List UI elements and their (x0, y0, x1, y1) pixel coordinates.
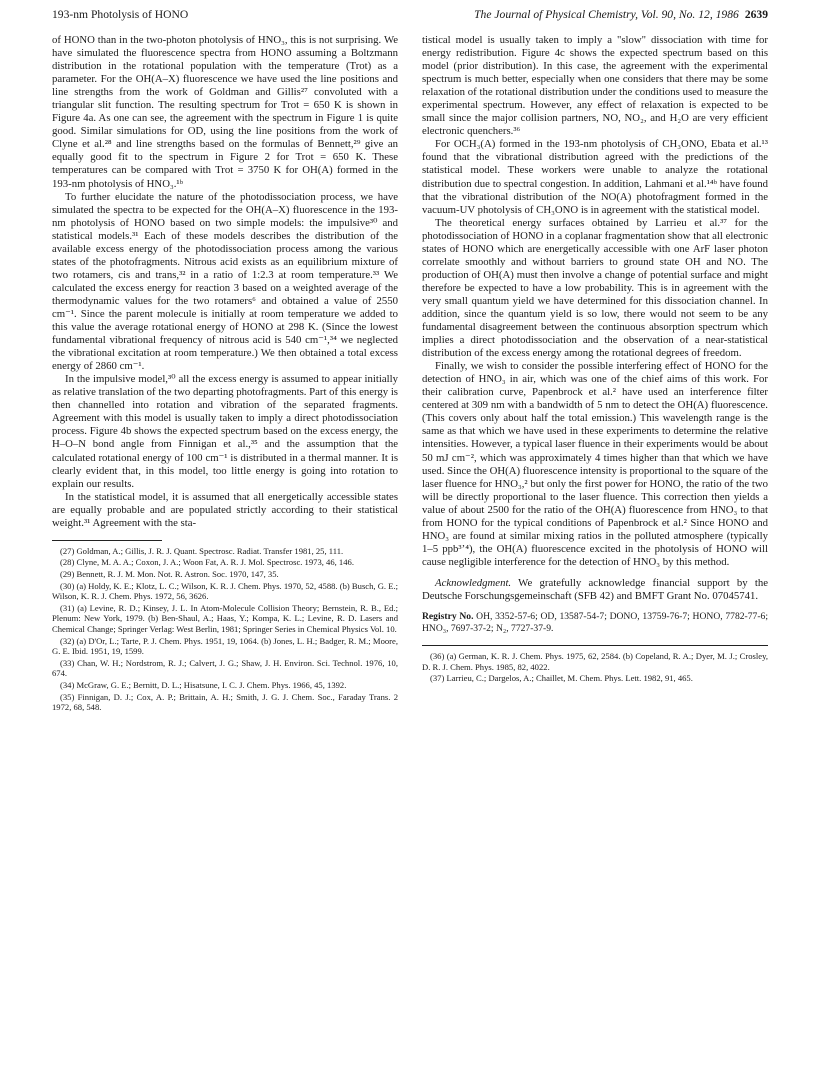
running-header (52, 6, 768, 24)
acknowledgment (422, 577, 768, 603)
registry-numbers (422, 611, 768, 635)
footnote-divider (422, 645, 768, 646)
reference-item: (34) McGraw, G. E.; Bernitt, D. L.; Hisatsune, I. C. J. Chem. Phys. 1966, 45, 1392. (60, 679, 347, 690)
left-column (52, 34, 398, 714)
journal-citation (474, 6, 768, 24)
running-title: 193-nm Photolysis of HONO (52, 8, 189, 21)
reference-item: (37) Larrieu, C.; Dargelos, A.; Chaillet, M. Chem. Phys. Lett. 1982, 91, 465. (430, 673, 693, 684)
footnote-divider (52, 540, 162, 541)
reference-item: (30) (a) Holdy, K. E.; Klotz, L. C.; Wilson, K. R. J. Chem. Phys. 1970, 52, 4588. (b) Busch, G. E.; Wilson, K. R. J. Chem. Phys. 1972, 56, 3626. (52, 580, 398, 602)
paragraph: In the impulsive model,³⁰ all the excess energy is assumed to appear initially as relative translation of the two departing photofragments. Part of this energy is then channelled into rotation and vibration of the separated fragments. Agreement with this model is usually taken to imply a direct photodissociation process. Figure 4b shows the expected spectrum based on the excess energy, the H–O–N bond angle from Finnigan et al.,³⁵ and the assumption that the calculated rotational energy of 100 cm⁻¹ is distributed in a thermal manner. It is clearly evident that, in this model, too little energy is going into rotation to explain our results. (52, 373, 398, 490)
reference-item: (33) Chan, W. H.; Nordstrom, R. J.; Calvert, J. G.; Shaw, J. H. Environ. Sci. Technol. 1976, 10, 674. (52, 657, 398, 679)
paragraph: of HONO than in the two-photon photolysis of HNO₃, this is not surprising. We have simulated the fluorescence spectra from HONO assuming a Boltzmann distribution in the rotational population with the temperature (Trot) as a parameter. For the OH(A–X) fluorescence we have used the line positions and line strengths from the work of Goldman and Gillis²⁷ convoluted with a triangular slit function. The resulting spectrum for Trot = 650 K is shown in Figure 4a. As one can see, the agreement with the spectrum in Figure 1 is quite good. Similar simulations for OD, using the line positions from the work of Clyne et al.²⁸ and line strengths based on the formulas of Bennett,²⁹ give an equally good fit to the spectrum in Figure 2 for Trot = 650 K. These temperatures can be compared with Trot = 3750 K for OH(A) formed in the 193-nm photolysis of HNO₃.¹ᵇ (52, 34, 398, 190)
acknowledgment-label: Acknowledgment. (435, 576, 512, 589)
reference-item: (29) Bennett, R. J. M. Mon. Not. R. Astron. Soc. 1970, 147, 35. (60, 568, 279, 579)
paragraph: To further elucidate the nature of the photodissociation process, we have simulated the spectra to be expected for the OH(A–X) fluorescence in the 193-nm photolysis of HONO based on two simple models: the impulsive³⁰ and statistical models.³¹ Each of these models describes the distribution of the available excess energy of the photodissociation process among the various states of the photofragments. Nitrous acid exists as an equilibrium mixture of two rotamers, cis and trans,³² in a ratio of 1:2.3 at room temperature.³³ We calculated the excess energy for reaction 3 based on a weighted average of the thermodynamic values for the two rotamers⁶ and obtained a value of 2550 cm⁻¹. Since the parent molecule is initially at room temperature we added to this value the average rotational energy of HONO at 298 K. (Since the lowest fundamental vibrational frequency of nitrous acid is 540 cm⁻¹,³⁴ we neglected the vibrational excitation at room temperature.) We then obtained a total excess energy of 2860 cm⁻¹. (52, 190, 398, 373)
paragraph: Finally, we wish to consider the possible interfering effect of HONO for the detection of HNO₃ in air, which was one of the chief aims of this work. For their calibration curve, Papenbrock et al.² have used an interference filter centered at 309 nm with a bandwidth of 5 nm to detect the OH(A) fluorescence. (This covers only about half the total emission.) This wavelength range is the same as that which we have used in these experiments to determine the relative intensities. However, a typical laser fluence in their experiments would be about 50 mJ cm⁻², which was approximately 4 times higher than that which we have used. Since the OH(A) fluorescence intensity is proportional to the square of the laser fluence for HNO₃,² but only the first power for HONO, the ratio of the two will be directly proportional to the laser fluence. This correction then yields a value of about 2500 for the ratio of the OH(A) fluorescence from HNO₃ to that from HONO for the typical conditions of Papenbrock et al.² Since HONO and HNO₃ are found at similar mixing ratios in the polluted atmosphere (typically 1–5 ppb³ʼ⁴), the OH(A) fluorescence excited in the photolysis of HONO will cause negligible interference for the detection of HNO₃ by this method. (422, 360, 768, 568)
right-column (422, 34, 768, 685)
reference-list (52, 546, 398, 713)
reference-item: (36) (a) German, K. R. J. Chem. Phys. 1975, 62, 2584. (b) Copeland, R. A.; Dyer, M. J.; Crosley, D. R. J. Chem. Phys. 1985, 82, 4022. (422, 651, 768, 672)
paragraph: For OCH₃(A) formed in the 193-nm photolysis of CH₃ONO, Ebata et al.¹³ found that the vibrational distribution agreed with the predictions of the statistical model. These workers were unable to analyze the rotational distribution due to spectral congestion. In addition, Lahmani et al.¹⁴ᵇ have found that the vibrational distribution of the NO(A) photofragment formed in the vacuum-UV photolysis of CH₃ONO is in agreement with the statistical model. (422, 138, 768, 216)
registry-label: Registry No. (422, 611, 474, 623)
acknowledgment-text: We gratefully acknowledge financial support by the Deutsche Forschungsgemeinschaft (SFB 42) and BMFT Grant No. 07045741. (422, 576, 768, 602)
reference-item: (27) Goldman, A.; Gillis, J. R. J. Quant. Spectrosc. Radiat. Transfer 1981, 25, 111. (60, 545, 344, 556)
registry-text: OH, 3352-57-6; OD, 13587-54-7; DONO, 13759-76-7; HONO, 7782-77-6; HNO₃, 7697-37-2; N₂, 7727-37-9. (422, 611, 768, 635)
reference-item: (28) Clyne, M. A. A.; Coxon, J. A.; Woon Fat, A. R. J. Mol. Spectrosc. 1973, 46, 146. (60, 557, 354, 568)
reference-item: (32) (a) D'Or, L.; Tarte, P. J. Chem. Phys. 1951, 19, 1064. (b) Jones, L. H.; Badger, R. M.; Moore, G. E. Ibid. 1951, 19, 1599. (52, 635, 398, 657)
reference-list (422, 651, 768, 684)
reference-item: (35) Finnigan, D. J.; Cox, A. P.; Brittain, A. H.; Smith, J. G. J. Chem. Soc., Faraday Trans. 2 1972, 68, 548. (52, 691, 398, 713)
page-number: 2639 (744, 8, 768, 21)
paragraph: The theoretical energy surfaces obtained by Larrieu et al.³⁷ for the photodissociation of HONO in a coplanar fragmentation show that all electronic states of HONO which are energetically accessible with one ArF laser photon correlate smoothly and without barriers to ground state OH and NO. The production of OH(A) must then involve a change of potential surface and might therefore be expected to have a low probability. This is in agreement with the very small quantum yield we have determined for this dissociation channel. In addition, since the quantum yield is so low, there would not seem to be any fundamental disagreement between the continuous absorption spectrum which implies a direct photodissociation and the observation of a near-statistical distribution of the excess energy among the rotational degrees of freedom. (422, 216, 768, 360)
journal-name: The Journal of Physical Chemistry, Vol. 90, No. 12, 1986 (474, 8, 739, 21)
paragraph: In the statistical model, it is assumed that all energetically accessible states are equally probable and are populated strictly according to their statistical weight.³¹ Agreement with the sta- (52, 490, 398, 529)
reference-item: (31) (a) Levine, R. D.; Kinsey, J. L. In Atom-Molecule Collision Theory; Bernstein, R. B., Ed.; Plenum: New York, 1979. (b) Ben-Shaul, A.; Haas, Y.; Kompa, K. L.; Levine, R. D. Lasers and Chemical Change; Springer Verlag: West Berlin, 1981; Springer Series in Chemical Physics Vol. 10. (52, 602, 398, 634)
paragraph: tistical model is usually taken to imply a "slow" dissociation with time for energy redistribution. Figure 4c shows the expected spectrum based on this model (prior distribution). In this case, the agreement with the experimental spectrum is much better, especially when one considers that there may be some relaxation of the rotational distribution under the conditions used to measure the experimental spectrum. However, any effect of relaxation is expected to be small since the major collision partners, NO, NO₂, and H₂O are very efficient electronic quenchers.³⁶ (422, 34, 768, 138)
